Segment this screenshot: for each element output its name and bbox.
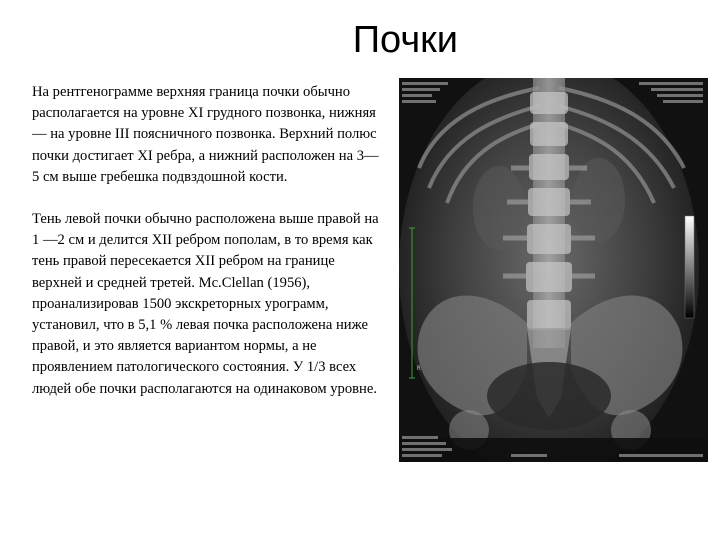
abdominal-xray-image <box>399 78 708 462</box>
paragraph-1: На рентгенограмме верхняя граница почки обычно располагается на уровне XI грудного позвонка, нижняя — на уровне III поясничного позвонка. Верхний полюс почки достигает XI ребра, а нижний расположен на 3—5 см выше гребешка подвздошной кости. <box>32 84 379 185</box>
xray-graphic <box>399 78 708 462</box>
body-text <box>32 82 384 400</box>
paragraph-2: Тень левой почки обычно расположена выше правой на 1 —2 см и делится XII ребром пополам, в то время как тень правой пересекается XII ребром на границе верхней и средней третей. Mc.Clellan (1956), проанализировав 1500 экскреторных урограмм, установил, что в 5,1 % левая почка расположена ниже правой, и это является вариантом нормы, а не проявлением патологического состояния. У 1/3 всех людей обе почки располагаются на одинаковом уровне. <box>32 211 379 397</box>
side-marker: R <box>417 365 421 372</box>
slide-title: Почки <box>352 19 458 61</box>
